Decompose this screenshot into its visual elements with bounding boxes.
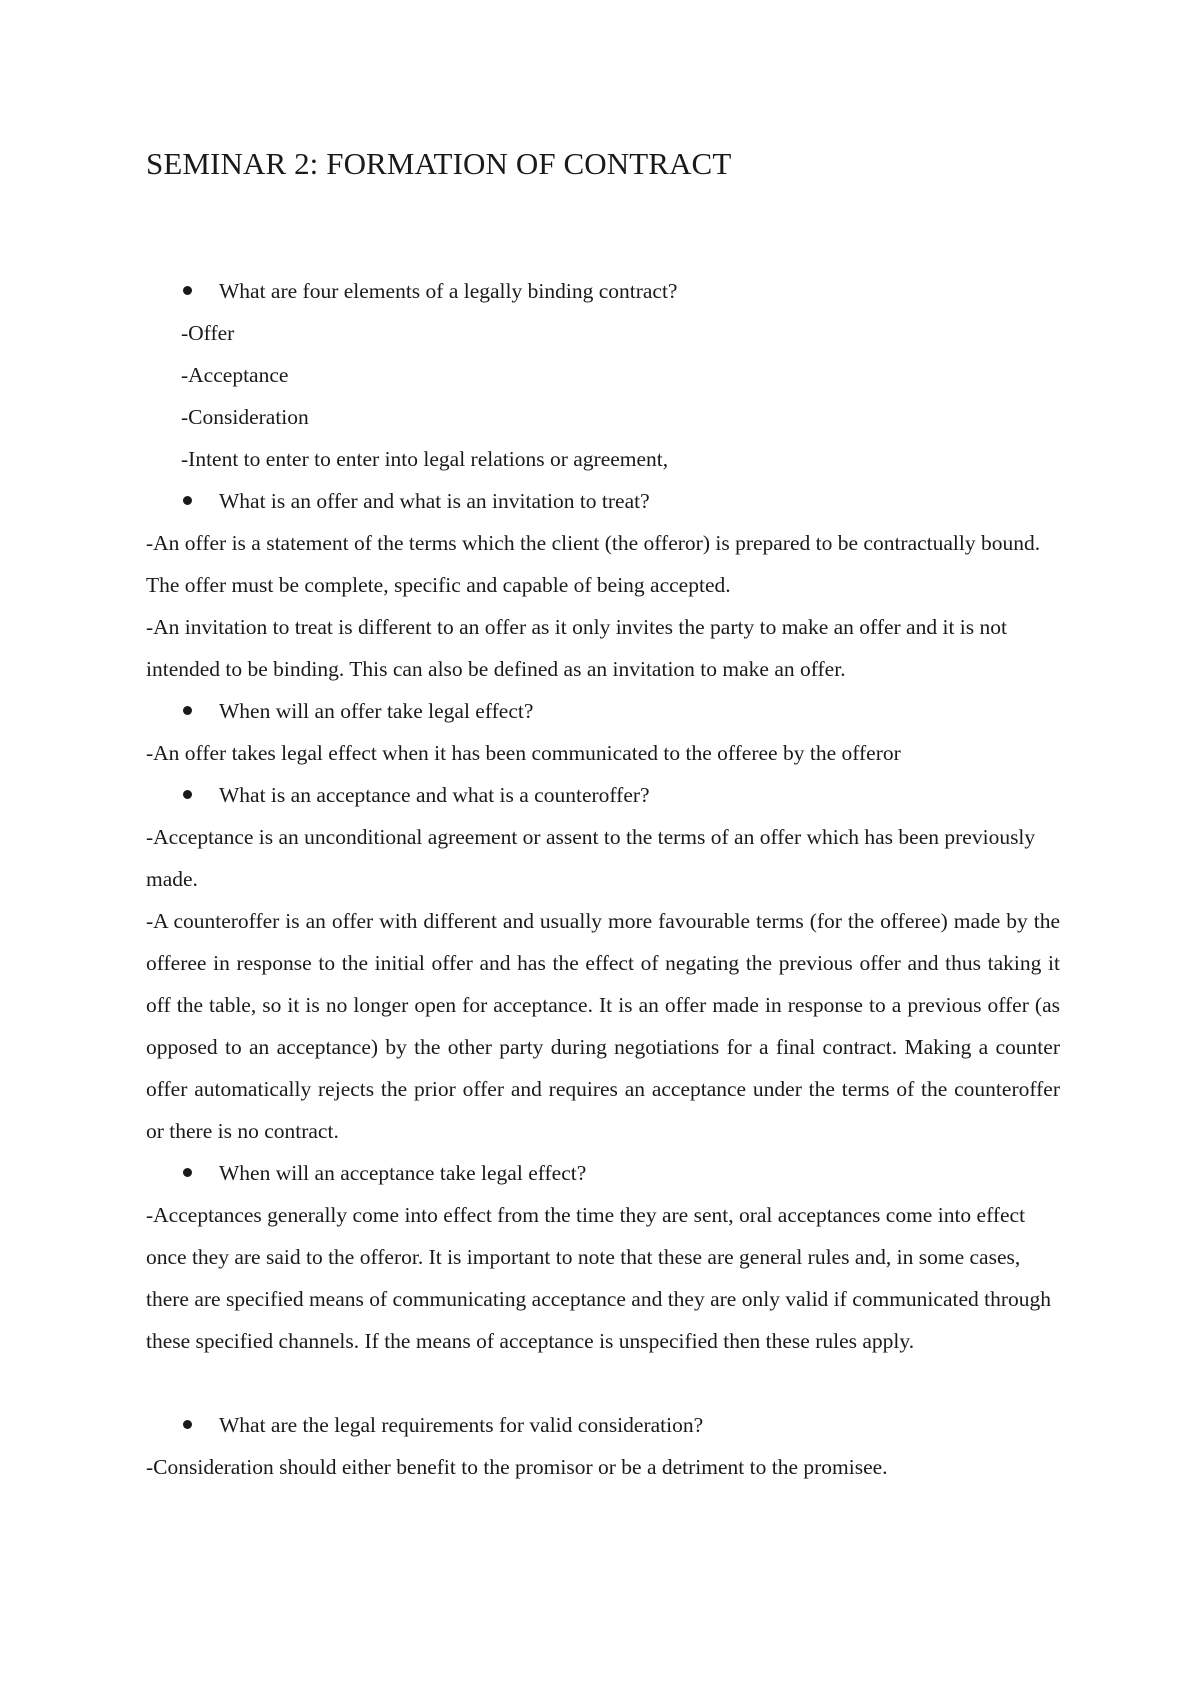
bullet-icon [183,496,192,505]
question-text: What is an offer and what is an invitation to treat? [219,489,650,513]
question-text: What are the legal requirements for valid consideration? [219,1413,704,1437]
answer-offer-definition: -An offer is a statement of the terms which the client (the offeror) is prepared to be contractually bound. The offer must be complete, specific and capable of being accepted. [146,531,1041,597]
answer-consideration: -Consideration [181,405,309,429]
bullet-icon [183,706,192,715]
question-text: When will an offer take legal effect? [219,699,534,723]
answer-counteroffer-definition: -A counteroffer is an offer with different and usually more favourable terms (for the offeree) made by the offeree in response to the initial offer and has the effect of negating the previous offer and thus taking it off the table, so it is no longer open for acceptance. It is an offer made in response to a previous offer (as opposed to an acceptance) by the other party during negotiations for a final contract. Making a counter offer automatically rejects the prior offer and requires an acceptance under the terms of the counteroffer or there is no contract. [146,909,1060,1143]
answer-acceptance: -Acceptance [181,363,289,387]
answer-acceptance-effect: -Acceptances generally come into effect from the time they are sent, oral acceptances come into effect once they are said to the offeror. It is important to note that these are general rules and, in some cases, there are specified means of communicating acceptance and they are only valid if communicated through these specified channels. If the means of acceptance is unspecified then these rules apply. [146,1203,1052,1353]
answer-consideration-requirements: -Consideration should either benefit to the promisor or be a detriment to the promisee. [146,1455,888,1479]
answer-offer-effect: -An offer takes legal effect when it has been communicated to the offeree by the offeror [146,741,901,765]
question-offer-effect [146,690,1060,732]
question-text: What are four elements of a legally binding contract? [219,279,678,303]
answer-offer: -Offer [181,321,235,345]
question-four-elements [146,270,1060,312]
question-acceptance-counteroffer [146,774,1060,816]
question-acceptance-effect [146,1152,1060,1194]
answer-acceptance-definition: -Acceptance is an unconditional agreement or assent to the terms of an offer which has been previously made. [146,825,1036,891]
bullet-icon [183,790,192,799]
document-body [146,270,1060,1488]
question-offer-invitation [146,480,1060,522]
answer-invitation-definition: -An invitation to treat is different to an offer as it only invites the party to make an offer and it is not intended to be binding. This can also be defined as an invitation to make an offer. [146,615,1007,681]
bullet-icon [183,1420,192,1429]
paragraph-spacer [146,1362,1060,1404]
bullet-icon [183,286,192,295]
question-consideration [146,1404,1060,1446]
question-text: When will an acceptance take legal effect? [219,1161,587,1185]
document-title: SEMINAR 2: FORMATION OF CONTRACT [146,146,732,181]
answer-intent: -Intent to enter to enter into legal relations or agreement, [181,447,669,471]
bullet-icon [183,1168,192,1177]
question-text: What is an acceptance and what is a counteroffer? [219,783,650,807]
